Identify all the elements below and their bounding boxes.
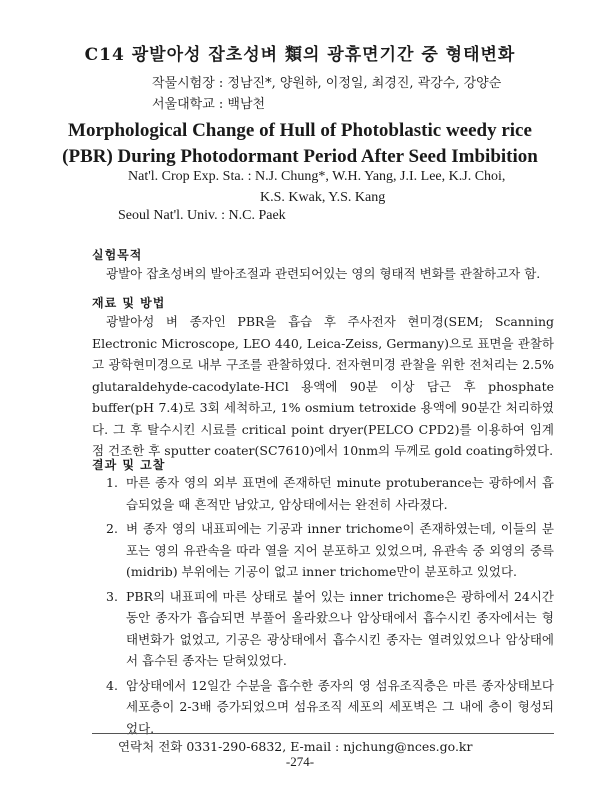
korean-authors: 작물시험장 : 정남진*, 양원하, 이정일, 최경진, 곽강수, 강양순	[152, 76, 502, 91]
korean-affiliation: 서울대학교 : 백남천	[152, 97, 266, 112]
result-item-text: PBR의 내표피에 마른 상태로 붙어 있는 inner trichome은 광하에서 24시간 동안 종자가 흡습되면 부풀어 올라왔으나 암상태에서 흡수시킨 종자에서는 형태변화가 없었고, 기공은 광상태에서 흡수시킨 종자는 열려있었으나 암상태에서 흡수된 종자는 닫혀있었다.	[126, 588, 554, 668]
results-list	[106, 472, 554, 742]
results-heading: 결과 및 고찰	[92, 458, 166, 472]
result-item-number: 4.	[106, 677, 118, 693]
result-item	[106, 675, 554, 740]
english-authors-line2: K.S. Kwak, Y.S. Kang	[260, 190, 386, 205]
result-item-text: 마른 종자 영의 외부 표면에 존재하던 minute protuberance는 광하에서 흡습되었을 때 흔적만 남았고, 암상태에서는 완전히 사라졌다.	[126, 475, 554, 512]
korean-title: C14 광발아성 잡초성벼 類의 광휴면기간 중 형태변화	[84, 45, 516, 65]
objective-heading: 실험목적	[92, 248, 143, 262]
english-affiliation: Seoul Nat'l. Univ. : N.C. Paek	[118, 208, 286, 223]
materials-text: 광발아성 벼 종자인 PBR을 흡습 후 주사전자 현미경(SEM; Scanning Electronic Microscope, LEO 440, Leica-Zeiss, Germany)으로 표면을 관찰하고 광학현미경으로 내부 구조를 관찰하였다. 전자현미경 관찰을 위한 전처리는 2.5% glutaraldehyde-cacodylate-HCl 용액에 90분 이상 담근 후 phosphate buffer(pH 7.4)로 3회 세척하고, 1% osmium tetroxide 용액에 90분간 처리하였다. 그 후 탈수시킨 시료를 critical point dryer(PELCO CPD2)를 이용하여 임계점 건조한 후 sputter coater(SC7610)에서 10nm의 두께로 gold coating하였다.	[92, 314, 554, 458]
contact-info: 연락처 전화 0331-290-6832, E-mail : njchung@nces.go.kr	[118, 739, 473, 754]
result-item	[106, 586, 554, 672]
english-title-line1: Morphological Change of Hull of Photoblastic weedy rice	[68, 120, 532, 141]
objective-text: 광발아 잡초성벼의 발아조절과 관련되어있는 영의 형태적 변화를 관찰하고자 함.	[106, 266, 541, 281]
english-title-line2: (PBR) During Photodormant Period After Seed Imbibition	[62, 146, 538, 167]
materials-heading: 재료 및 방법	[92, 296, 166, 310]
result-item-number: 1.	[106, 475, 118, 490]
result-item	[106, 518, 554, 583]
english-authors-line1: Nat'l. Crop Exp. Sta. : N.J. Chung*, W.H. Yang, J.I. Lee, K.J. Choi,	[128, 169, 506, 184]
result-item-number: 2.	[106, 521, 118, 536]
result-item	[106, 472, 554, 515]
english-authors	[128, 166, 568, 208]
result-item-text: 벼 종자 영의 내표피에는 기공과 inner trichome이 존재하였는데, 이들의 분포는 영의 유관속을 따라 열을 지어 분포하고 있었으며, 유관속 중 외영의 중륵(midrib) 부위에는 기공이 없고 inner trichome만이 분포하고 있었다.	[126, 521, 554, 579]
footer-divider	[92, 733, 554, 734]
result-item-number: 3.	[106, 588, 118, 604]
result-item-text: 암상태에서 12일간 수분을 흡수한 종자의 영 섬유조직층은 마른 종자상태보다 세포층이 2-3배 증가되었으며 섬유조직 세포의 세포벽은 그 내에 층이 형성되었다.	[126, 677, 554, 736]
page-number: -274-	[285, 754, 315, 769]
